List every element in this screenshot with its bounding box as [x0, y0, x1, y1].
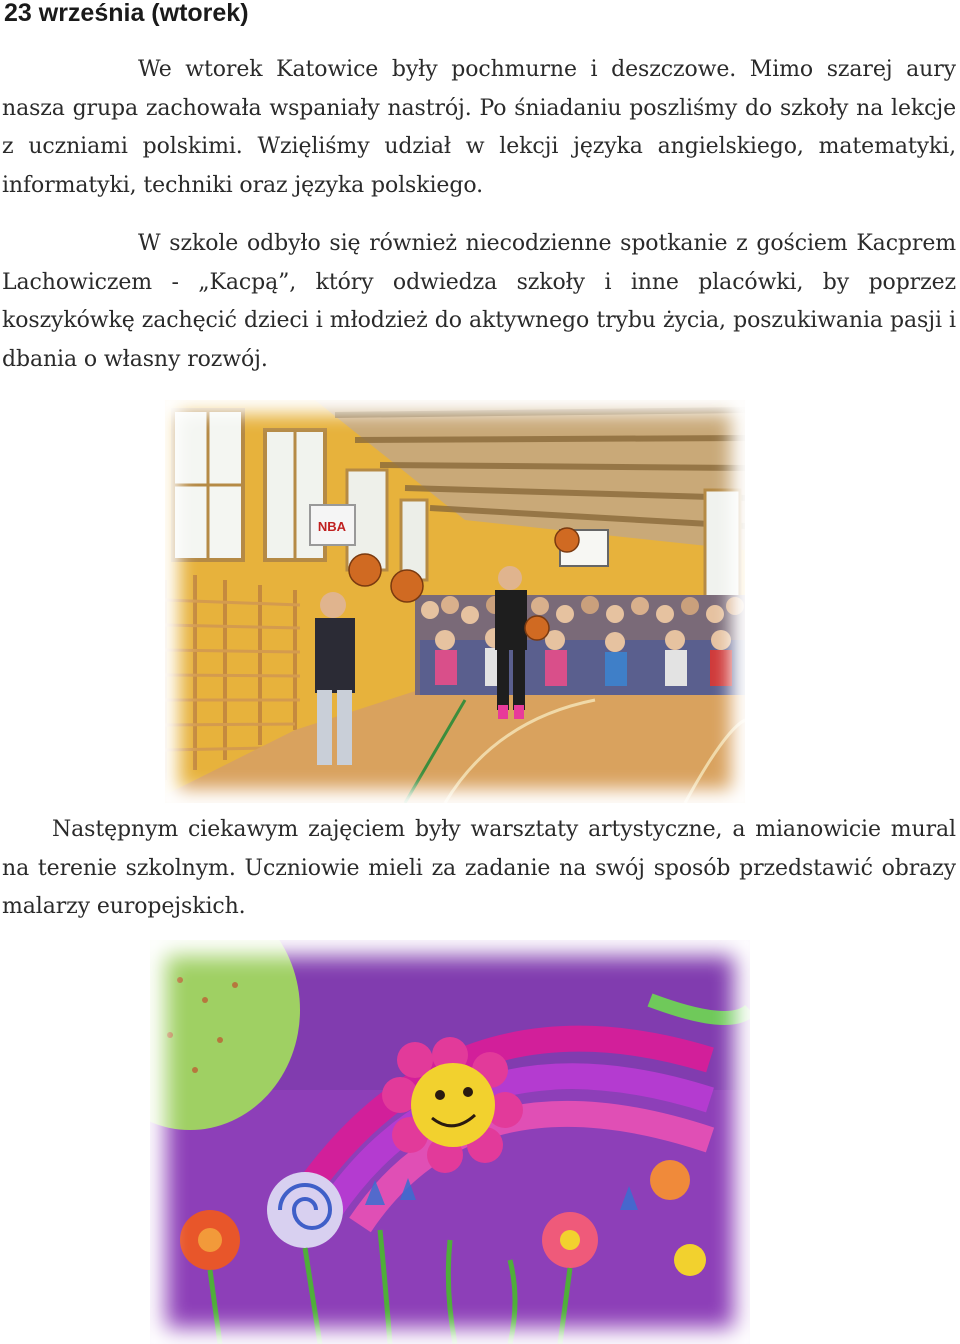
mural-painting-photo: [150, 940, 750, 1344]
gym-basketball-photo: [165, 400, 745, 803]
painting-scene: [150, 940, 750, 1344]
paragraph-weather-lessons: [2, 51, 956, 205]
paragraph-text: We wtorek Katowice były pochmurne i deszczowe. Mimo szarej aury nasza grupa zachowała wspaniały nastrój. Po śniadaniu poszliśmy do szkoły na lekcje z uczniami polskimi. Wzięliśmy udział w lekcji języka angielskiego, matematyki, informatyki, techniki oraz języka polskiego.: [2, 57, 956, 198]
nba-sign-text: NBA: [317, 519, 347, 534]
date-heading: 23 września (wtorek): [4, 0, 249, 27]
audience-crowd: [415, 595, 745, 695]
paragraph-text: Następnym ciekawym zajęciem były warsztaty artystyczne, a mianowicie mural na terenie szkolnym. Uczniowie mieli za zadanie na swój sposób przedstawić obrazy malarzy europejskich.: [2, 817, 956, 919]
gym-scene: [165, 400, 745, 803]
paragraph-text: W szkole odbyło się również niecodzienne spotkanie z gościem Kacprem Lachowiczem - „Kacpą”, który odwiedza szkoły i inne placówki, by poprzez koszykówkę zachęcić dzieci i młodzież do aktywnego trybu życia, poszukiwania pasji i dbania o własny rozwój.: [2, 231, 956, 372]
paragraph-art-workshop: [2, 811, 956, 927]
paragraph-basketball-guest: [2, 225, 956, 379]
